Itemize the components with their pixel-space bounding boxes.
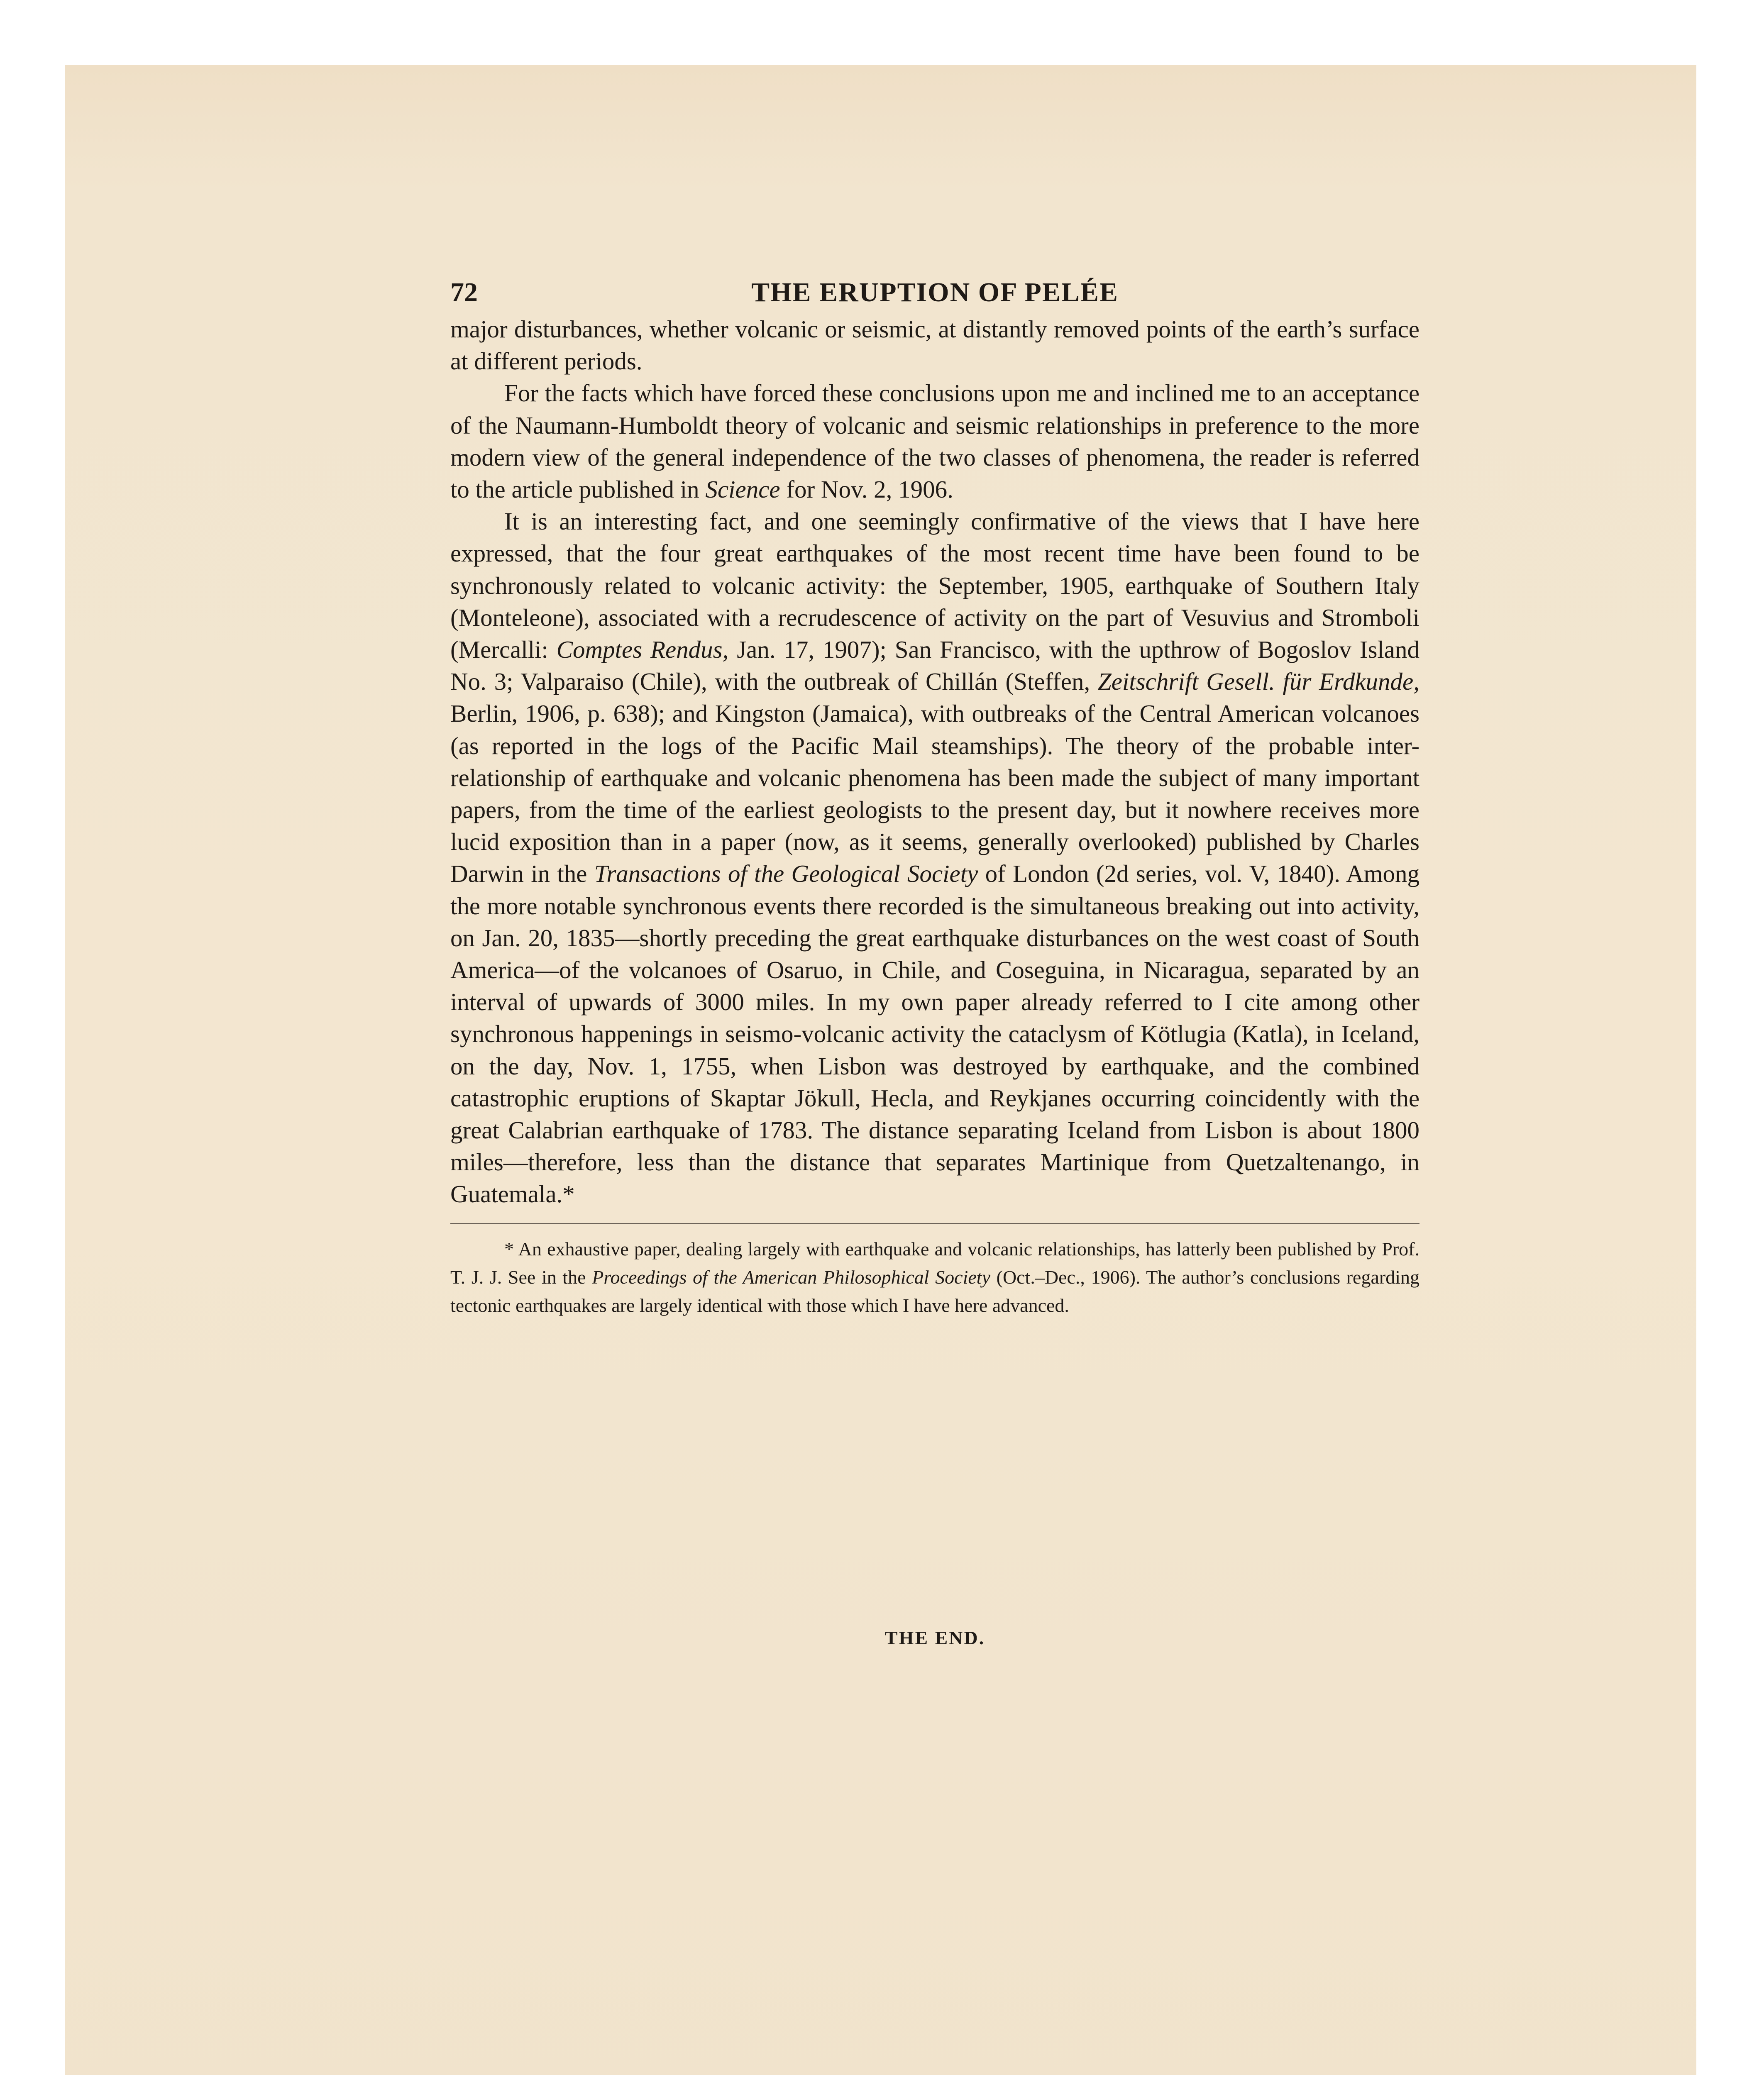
running-head (450, 272, 1420, 313)
paragraph-1 (450, 313, 1420, 377)
journal-title-zeitschrift: Zeitschrift Gesell. für Erdkunde, (1097, 668, 1420, 696)
footnote (450, 1235, 1420, 1320)
footnote-text-c: (Oct.–Dec., 1906). The author’s conclusions regarding tectonic earthquakes are largely identical with those which I have here advanced. (450, 1266, 1420, 1316)
paragraph-3-text-c: Jan. 17, 1907); San Francisco, with the upthrow of Bogoslov Island No. 3; Valparaiso (Chile), with the outbreak of Chillán (Steffen, (450, 636, 1420, 696)
paragraph-2-text-end: for Nov. 2, 1906. (780, 476, 953, 503)
book-page (450, 272, 1420, 1648)
paragraph-3-text-g: of London (2d series, vol. V, 1840). Among the more notable synchronous events there recorded is the simultaneous breaking out into activity, on Jan. 20, 1835—shortly preceding the great earthquake disturbances on the west coast of South America—of the volcanoes of Osaruo, in Chile, and Coseguina, in Nicaragua, separated by an interval of upwards of 3000 miles. In my own paper already referred to I cite among other synchronous happenings in seismo-volcanic activity the cataclysm of Kötlugia (Katla), in Iceland, on the day, Nov. 1, 1755, when Lisbon was destroyed by earthquake, and the combined catastrophic eruptions of Skaptar Jökull, Hecla, and Reykjanes occurring coincidently with the great Calabrian earthquake of 1783. The distance separating Iceland from Lisbon is about 1800 miles—therefore, less than the distance that separates Martinique from Quetzaltenango, in Guatemala.* (450, 860, 1420, 1208)
paragraph-3-text-a: It is an interesting fact, and one seemingly confirmative of the views that I have here expressed, that the four great earthquakes of the most recent time have been found to be synchronously related to volcanic activity: the September, 1905, earthquake of Southern Italy (Monteleone), associated with a recrudescence of activity on the part of Vesuvius and Stromboli (Mercalli: (450, 508, 1420, 664)
footnote-text-a: * An exhaustive paper, dealing largely with earthquake and volcanic relationships, has latterly been published by Prof. T. J. J. See in the (450, 1238, 1420, 1288)
body-text (450, 313, 1420, 1211)
paragraph-3 (450, 505, 1420, 1210)
journal-title-comptes-rendus: Comptes Rendus, (556, 636, 729, 664)
footnote-divider (450, 1223, 1420, 1224)
paragraph-1-text: major disturbances, whether volcanic or seismic, at distantly removed points of the earth’s surface at different periods. (450, 315, 1420, 375)
paragraph-2-text: For the facts which have forced these conclusions upon me and inclined me to an acceptance of the Naumann-Humboldt theory of volcanic and seismic relationships in preference to the more modern view of the general independence of the two classes of phenomena, the reader is referred to the article published in (450, 379, 1420, 503)
journal-title-transactions: Transactions of the Geological Society (594, 860, 978, 888)
journal-title-science: Science (705, 476, 780, 503)
footnote-journal-title: Proceedings of the American Philosophical Society (592, 1266, 990, 1288)
page-number: 72 (450, 277, 478, 308)
paragraph-2 (450, 377, 1420, 505)
the-end-label: THE END. (884, 1627, 985, 1648)
running-title: THE ERUPTION OF PELÉE (751, 277, 1119, 308)
paragraph-3-text-e: Berlin, 1906, p. 638); and Kingston (Jamaica), with outbreaks of the Central American volcanoes (as reported in the logs of the Pacific Mail steamships). The theory of the probable inter-relationship of earthquake and volcanic phenomena has been made the subject of many important papers, from the time of the earliest geologists to the present day, but it nowhere receives more lucid exposition than in a paper (now, as it seems, generally overlooked) published by Charles Darwin in the (450, 700, 1420, 888)
